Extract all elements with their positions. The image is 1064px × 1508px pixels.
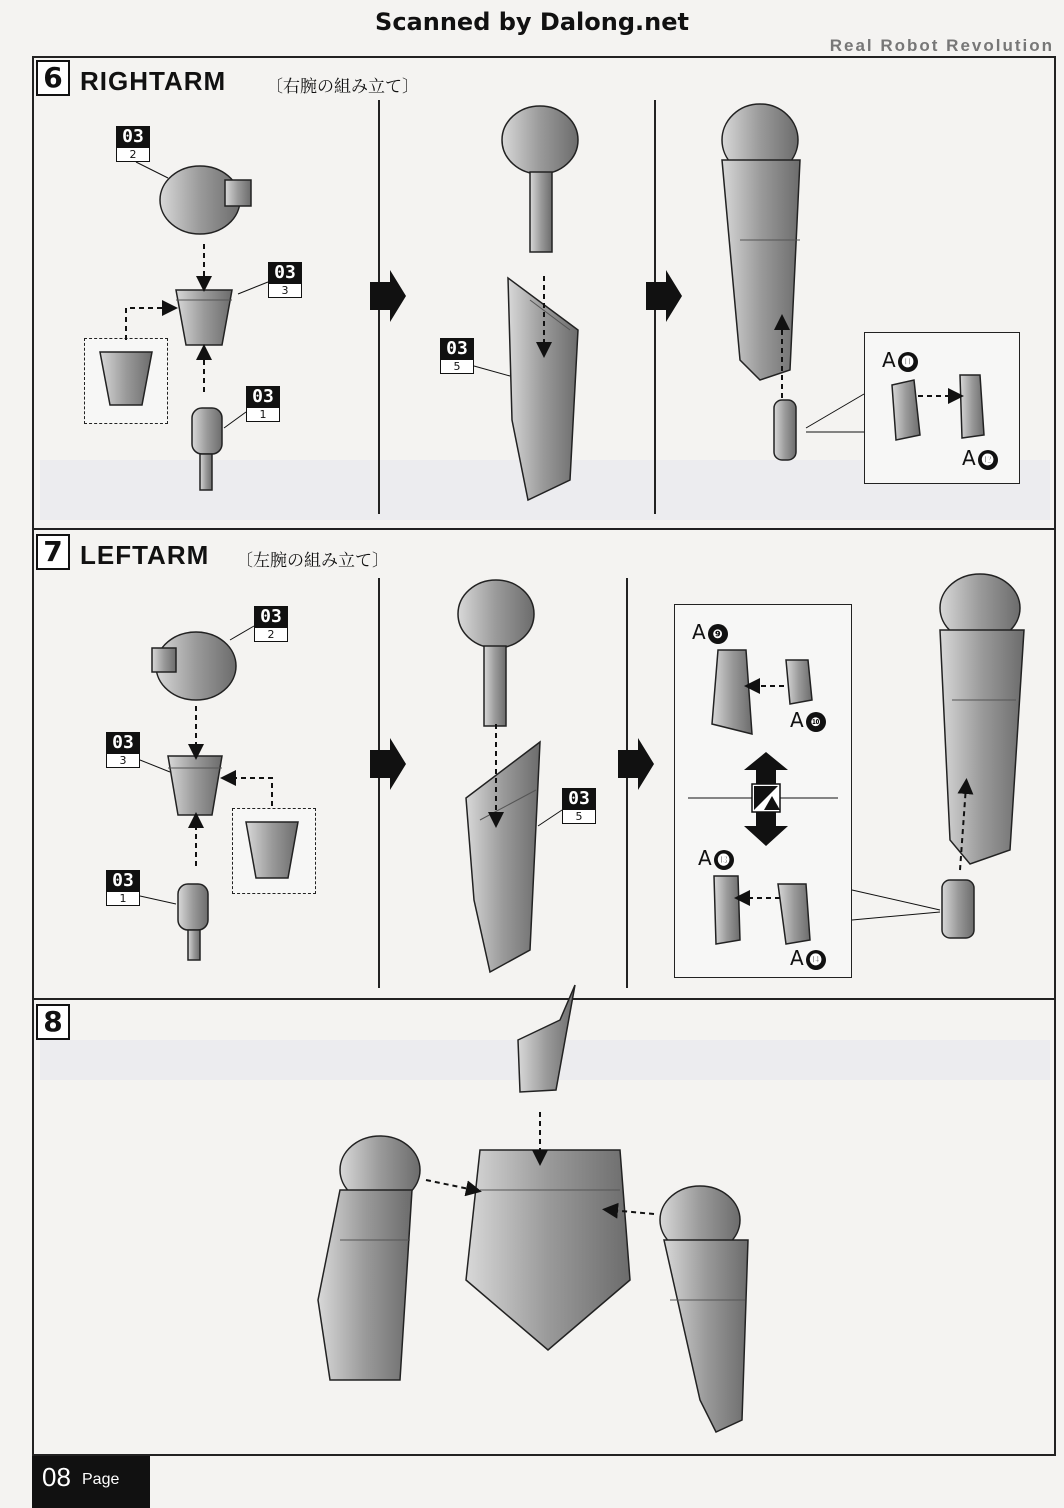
- brand-logo-text: Real Robot Revolution: [829, 36, 1054, 55]
- scan-credit: Scanned by Dalong.net: [375, 8, 689, 36]
- head-part-icon: [518, 985, 575, 1092]
- page-number-box: [32, 1456, 150, 1508]
- part-tag: 03 3: [268, 262, 302, 298]
- step-number-8: 8: [36, 1004, 70, 1040]
- left-arm-final-icon: [660, 1186, 748, 1432]
- step-title-right-arm: RIGHTARM: [80, 66, 227, 96]
- shoulder-part-icon: [160, 166, 251, 234]
- upper-arm-joint-icon: [192, 408, 222, 490]
- step-number-7: 7: [36, 534, 70, 570]
- part-label: A ❾: [692, 620, 728, 644]
- part-tag: 03 2: [116, 126, 150, 162]
- part-tag: 03 3: [106, 732, 140, 768]
- part-label: A ⓫: [882, 348, 918, 372]
- right-arm-final-icon: [318, 1136, 420, 1380]
- part-tag: 03 2: [254, 606, 288, 642]
- part-label: A ❿: [790, 708, 826, 732]
- part-label: A ⓮: [790, 946, 826, 970]
- part-tag: 03 5: [440, 338, 474, 374]
- page-label: Page: [82, 1471, 120, 1488]
- torso-part-icon: [466, 1150, 630, 1350]
- step-subtitle-jp: 〔左腕の組み立て〕: [236, 551, 389, 571]
- elbow-joint-icon: [176, 290, 232, 345]
- step-subtitle-jp: 〔右腕の組み立て〕: [266, 77, 419, 97]
- arm-assembly-icon: [502, 106, 578, 500]
- completed-right-arm-icon: [722, 104, 800, 460]
- step-number-6: 6: [36, 60, 70, 96]
- page-number: 08: [42, 1462, 71, 1492]
- part-tag: 03 1: [246, 386, 280, 422]
- part-label: A ⓭: [698, 846, 734, 870]
- part-label: A ⓬: [962, 446, 998, 470]
- alternate-option-icon: [688, 752, 838, 846]
- part-tag: 03 5: [562, 788, 596, 824]
- part-tag: 03 1: [106, 870, 140, 906]
- step-title-left-arm: LEFTARM: [80, 540, 210, 570]
